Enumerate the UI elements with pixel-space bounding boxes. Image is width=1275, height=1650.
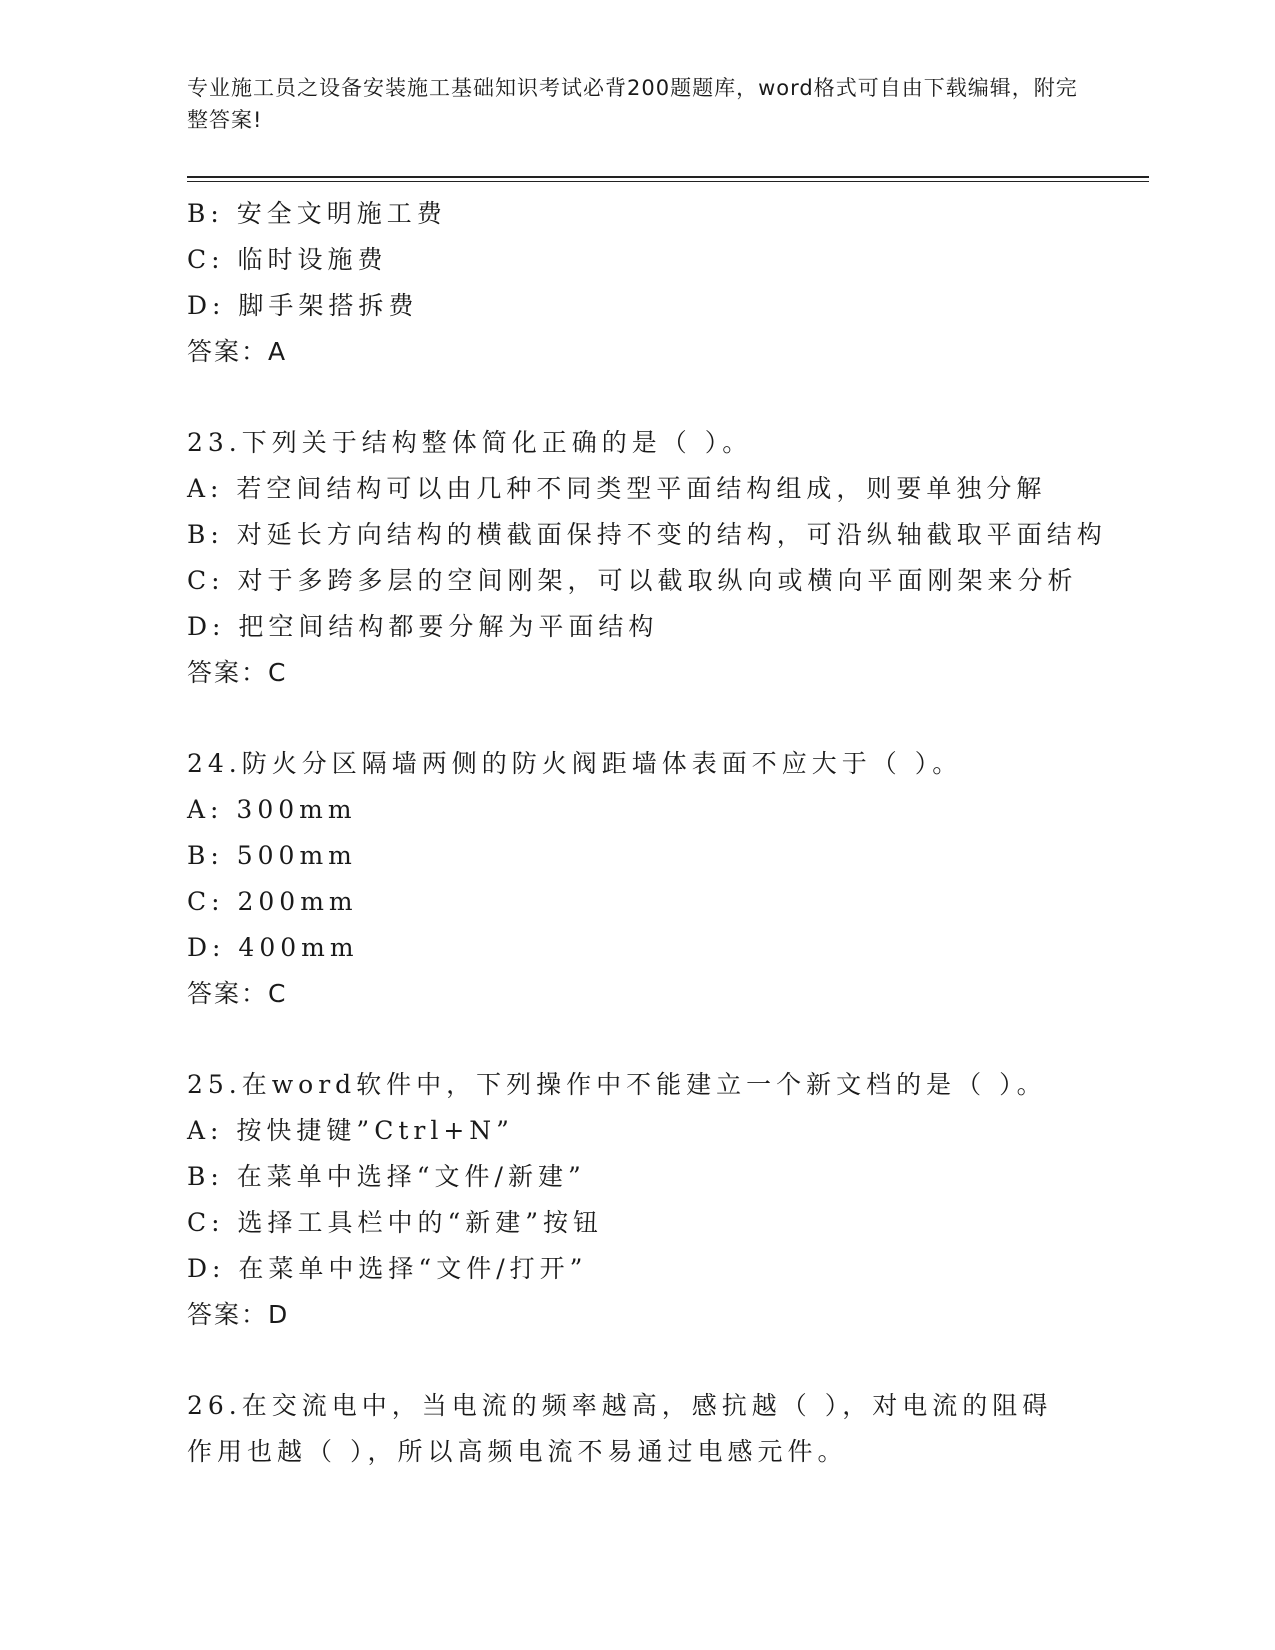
question-text: 23.下列关于结构整体简化正确的是（ ）。: [187, 428, 753, 457]
answer: 答案：A: [187, 337, 288, 366]
option-d: D: 把空间结构都要分解为平面结构: [187, 612, 659, 641]
question-23-block: [187, 420, 1147, 696]
option-d: D: 在菜单中选择“文件/打开”: [187, 1254, 588, 1283]
answer: 答案：C: [187, 658, 288, 687]
option-b: B: 安全文明施工费: [187, 199, 447, 228]
answer: 答案：D: [187, 1300, 290, 1329]
question-26-block: [187, 1383, 1147, 1475]
header-rule-thin: [187, 181, 1149, 182]
option-d: D: 400mm: [187, 933, 359, 962]
option-a: A: 若空间结构可以由几种不同类型平面结构组成，则要单独分解: [187, 474, 1047, 503]
option-a: A: 300mm: [187, 795, 357, 824]
spacer: [187, 696, 1147, 741]
question-list: [187, 191, 1147, 1475]
answer: 答案：C: [187, 979, 288, 1008]
question-text: 25.在word软件中，下列操作中不能建立一个新文档的是（ ）。: [187, 1070, 1047, 1099]
spacer: [187, 1338, 1147, 1383]
question-24-block: [187, 741, 1147, 1017]
spacer: [187, 1017, 1147, 1062]
option-c: C: 临时设施费: [187, 245, 388, 274]
question-text: 24.防火分区隔墙两侧的防火阀距墙体表面不应大于（ ）。: [187, 749, 963, 778]
header-rule-thick: [187, 176, 1149, 178]
option-c: C: 选择工具栏中的“新建”按钮: [187, 1208, 604, 1237]
option-b: B: 在菜单中选择“文件/新建”: [187, 1162, 586, 1191]
option-b: B: 对延长方向结构的横截面保持不变的结构，可沿纵轴截取平面结构: [187, 520, 1107, 549]
question-25-block: [187, 1062, 1147, 1338]
option-b: B: 500mm: [187, 841, 357, 870]
spacer: [187, 375, 1147, 420]
option-d: D: 脚手架搭拆费: [187, 291, 419, 320]
document-header: 专业施工员之设备安装施工基础知识考试必背200题题库，word格式可自由下载编辑，附完整答案!: [187, 76, 1078, 132]
question-22-block: [187, 191, 1147, 375]
question-text: 26.在交流电中，当电流的频率越高，感抗越（ ），对电流的阻碍作用也越（ ），所以高频电流不易通过电感元件。: [187, 1391, 1053, 1466]
option-a: A: 按快捷键”Ctrl+N”: [187, 1116, 514, 1145]
option-c: C: 对于多跨多层的空间刚架，可以截取纵向或横向平面刚架来分析: [187, 566, 1078, 595]
option-c: C: 200mm: [187, 887, 358, 916]
